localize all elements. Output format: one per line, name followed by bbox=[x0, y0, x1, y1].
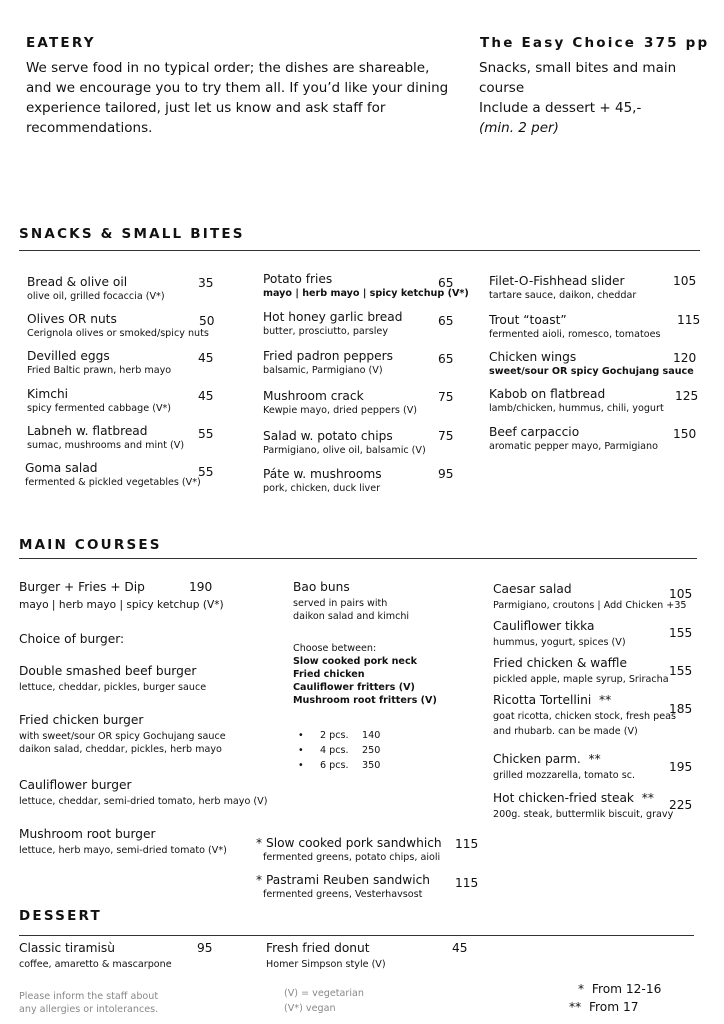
main-item: Caesar salad Parmigiano, croutons | Add Chicken +35 bbox=[493, 582, 687, 611]
snack-item: Olives OR nuts Cerignola olives or smoked/spicy nuts bbox=[27, 312, 209, 339]
mains-title: MAIN COURSES bbox=[19, 537, 162, 553]
snacks-divider bbox=[19, 250, 700, 251]
snack-price: 55 bbox=[198, 427, 214, 441]
snack-price: 45 bbox=[198, 351, 214, 365]
time-legend-1: * From 12-16 bbox=[578, 982, 662, 996]
burger-option: Mushroom root burger lettuce, herb mayo, semi-dried tomato (V*) bbox=[19, 827, 227, 856]
burger-combo-name: Burger + Fries + Dip bbox=[19, 580, 145, 594]
dessert-divider bbox=[19, 935, 694, 936]
snack-price: 65 bbox=[438, 314, 454, 328]
snack-item: Goma salad fermented & pickled vegetables (V*) bbox=[25, 461, 201, 488]
main-price: 105 bbox=[669, 587, 693, 601]
snacks-title: SNACKS & SMALL BITES bbox=[19, 226, 245, 242]
snack-price: 75 bbox=[438, 429, 454, 443]
burger-option: Cauliflower burger lettuce, cheddar, semi-dried tomato, herb mayo (V) bbox=[19, 778, 268, 807]
time-legend-2: ** From 17 bbox=[569, 1000, 639, 1014]
snack-item: Devilled eggs Fried Baltic prawn, herb mayo bbox=[27, 349, 172, 376]
snack-price: 75 bbox=[438, 390, 454, 404]
easy-line-3: Include a dessert + 45,- bbox=[479, 100, 642, 116]
easy-line-4: (min. 2 per) bbox=[479, 120, 559, 136]
diet-legend: (V) = vegetarian (V*) vegan bbox=[284, 988, 364, 1014]
easy-choice-price: 375 pp bbox=[644, 35, 710, 51]
allergy-note: Please inform the staff about any allergies or intolerances. bbox=[19, 991, 159, 1015]
snack-item: Filet-O-Fishhead slider tartare sauce, daikon, cheddar bbox=[489, 274, 637, 301]
easy-line-1: Snacks, small bites and main bbox=[479, 60, 677, 76]
main-price: 155 bbox=[669, 626, 693, 640]
bao-size-row: • 4 pcs. 250 bbox=[298, 745, 381, 756]
bao-size-row: • 6 pcs. 350 bbox=[298, 760, 381, 771]
snack-price: 125 bbox=[675, 389, 699, 403]
snack-item: Mushroom crack Kewpie mayo, dried peppers (V) bbox=[263, 389, 417, 416]
snack-price: 65 bbox=[438, 352, 454, 366]
snack-item: Kabob on flatbread lamb/chicken, hummus, chili, yogurt bbox=[489, 387, 664, 414]
sandwich-price: 115 bbox=[455, 837, 479, 851]
snack-price: 55 bbox=[198, 465, 214, 479]
snack-item: Salad w. potato chips Parmigiano, olive oil, balsamic (V) bbox=[263, 429, 426, 456]
snack-price: 45 bbox=[198, 389, 214, 403]
dessert-price: 45 bbox=[452, 941, 468, 955]
dessert-title: DESSERT bbox=[19, 908, 102, 924]
snack-price: 105 bbox=[673, 274, 697, 288]
dessert-item: Fresh fried donut Homer Simpson style (V) bbox=[266, 941, 386, 970]
main-item: Ricotta Tortellini ** goat ricotta, chicken stock, fresh peas and rhubarb. can be made (V) bbox=[493, 693, 677, 737]
bao-fillings: Choose between: Slow cooked pork neck Fried chicken Cauliflower fritters (V) Mushroom root fritters (V) bbox=[293, 643, 437, 706]
snack-item: Chicken wings sweet/sour OR spicy Gochujang sauce bbox=[489, 350, 694, 377]
burger-option: Double smashed beef burger lettuce, cheddar, pickles, burger sauce bbox=[19, 664, 207, 693]
snack-item: Bread & olive oil olive oil, grilled focaccia (V*) bbox=[27, 275, 165, 302]
main-price: 155 bbox=[669, 664, 693, 678]
mains-divider bbox=[19, 558, 697, 559]
snack-price: 65 bbox=[438, 276, 454, 290]
burger-option: Fried chicken burger with sweet/sour OR spicy Gochujang sauce daikon salad, cheddar, pickles, herb mayo bbox=[19, 713, 226, 755]
snack-item: Hot honey garlic bread butter, prosciutto, parsley bbox=[263, 310, 403, 337]
snack-price: 95 bbox=[438, 467, 454, 481]
burger-combo-desc: mayo | herb mayo | spicy ketchup (V*) bbox=[19, 599, 224, 611]
snack-price: 35 bbox=[198, 276, 214, 290]
main-price: 195 bbox=[669, 760, 693, 774]
burger-choice-label: Choice of burger: bbox=[19, 632, 125, 646]
main-item: Hot chicken-fried steak ** 200g. steak, buttermlik biscuit, gravy bbox=[493, 791, 674, 820]
snack-item: Potato fries mayo | herb mayo | spicy ketchup (V*) bbox=[263, 272, 469, 299]
snack-item: Kimchi spicy fermented cabbage (V*) bbox=[27, 387, 172, 414]
bao-size-row: • 2 pcs. 140 bbox=[298, 730, 381, 741]
snack-price: 115 bbox=[677, 313, 701, 327]
sandwich-item: * Pastrami Reuben sandwich fermented greens, Vesterhavsost bbox=[256, 873, 431, 900]
main-price: 225 bbox=[669, 798, 693, 812]
main-price: 185 bbox=[669, 702, 693, 716]
snack-price: 120 bbox=[673, 351, 697, 365]
snack-price: 150 bbox=[673, 427, 697, 441]
burger-combo-price: 190 bbox=[189, 580, 213, 594]
sandwich-price: 115 bbox=[455, 876, 479, 890]
bao-buns: Bao buns served in pairs with daikon salad and kimchi bbox=[293, 580, 410, 622]
easy-line-2: course bbox=[479, 80, 525, 96]
sandwich-item: * Slow cooked pork sandwhich fermented greens, potato chips, aioli bbox=[256, 836, 442, 863]
snack-item: Beef carpaccio aromatic pepper mayo, Parmigiano bbox=[489, 425, 659, 452]
snack-item: Páte w. mushrooms pork, chicken, duck liver bbox=[263, 467, 382, 494]
main-item: Cauliflower tikka hummus, yogurt, spices (V) bbox=[493, 619, 626, 648]
eatery-intro: We serve food in no typical order; the dishes are shareable, and we encourage you to try them all. If you’d like your dining experience tailored, just let us know and ask staff for recommendations. bbox=[26, 60, 449, 136]
snack-item: Fried padron peppers balsamic, Parmigiano (V) bbox=[263, 349, 393, 376]
dessert-item: Classic tiramisù coffee, amaretto & mascarpone bbox=[19, 941, 172, 970]
snack-item: Trout “toast” fermented aioli, romesco, tomatoes bbox=[489, 313, 661, 340]
eatery-title: EATERY bbox=[26, 35, 96, 51]
main-item: Fried chicken & waffle pickled apple, maple syrup, Sriracha bbox=[493, 656, 669, 685]
dessert-price: 95 bbox=[197, 941, 213, 955]
snack-price: 50 bbox=[199, 314, 215, 328]
easy-choice-title: The Easy Choice bbox=[480, 35, 637, 51]
snack-item: Labneh w. flatbread sumac, mushrooms and mint (V) bbox=[27, 424, 185, 451]
main-item: Chicken parm. ** grilled mozzarella, tomato sc. bbox=[493, 752, 636, 781]
